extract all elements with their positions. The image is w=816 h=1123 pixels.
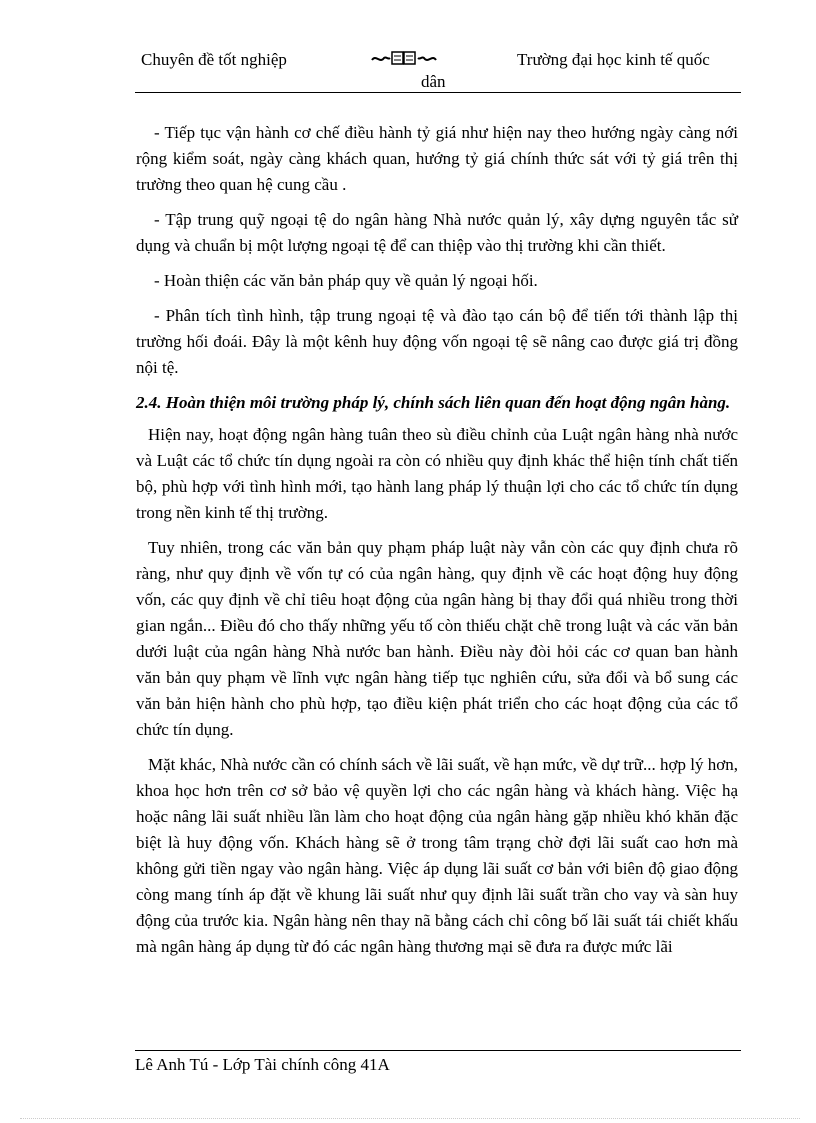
page-footer <box>135 1050 741 1075</box>
page-bottom-divider <box>20 1118 800 1119</box>
header-left-title: Chuyên đề tốt nghiệp <box>141 50 287 69</box>
bullet-paragraph: - Tiếp tục vận hành cơ chế điều hành tỷ giá như hiện nay theo hướng ngày càng nới rộng kiểm soát, ngày càng khách quan, hướng tỷ giá chính thức sát với tỷ giá trên thị trường theo quan hệ cung cầu . <box>136 123 738 194</box>
footer-author: Lê Anh Tú - Lớp Tài chính công 41A <box>135 1055 390 1074</box>
section-heading: 2.4. Hoàn thiện môi trường pháp lý, chính sách liên quan đến hoạt động ngân hàng. <box>136 393 731 412</box>
book-ornament-icon <box>370 48 440 68</box>
bullet-paragraph: - Hoàn thiện các văn bản pháp quy về quản lý ngoại hối. <box>154 271 538 290</box>
header-right-continuation: dân <box>421 72 446 91</box>
document-body <box>136 120 738 969</box>
page-header <box>135 46 741 93</box>
bullet-paragraph: - Tập trung quỹ ngoại tệ do ngân hàng Nhà nước quản lý, xây dựng nguyên tắc sử dụng và chuẩn bị một lượng ngoại tệ để can thiệp vào thị trường khi cần thiết. <box>136 210 738 255</box>
header-right-title: Trường đại học kinh tế quốc <box>517 50 710 69</box>
body-paragraph: Tuy nhiên, trong các văn bản quy phạm pháp luật này vẫn còn các quy định chưa rõ ràng, như quy định về vốn tự có của ngân hàng, quy định về các hoạt động huy động vốn, các quy định về chỉ tiêu hoạt động của ngân hàng bị thay đổi quá nhiều trong thời gian ngắn... Điều đó cho thấy những yếu tố còn thiếu chặt chẽ trong luật và các văn bản dưới luật của ngân hàng Nhà nước ban hành. Điều này đòi hỏi các cơ quan ban hành văn bản quy phạm về lĩnh vực ngân hàng tiếp tục nghiên cứu, sửa đổi và bổ sung các văn bản hiện hành cho phù hợp, tạo điều kiện phát triển cho các hoạt động của các tổ chức tín dụng. <box>136 538 738 739</box>
body-paragraph: Hiện nay, hoạt động ngân hàng tuân theo sù điều chỉnh của Luật ngân hàng nhà nước và Luật các tổ chức tín dụng ngoài ra còn có nhiều quy định khác thể hiện tính chất tiến bộ, phù hợp với tình hình mới, tạo hành lang pháp lý thuận lợi cho các tổ chức tín dụng trong nền kinh tế thị trường. <box>136 425 738 522</box>
body-paragraph: Mặt khác, Nhà nước cần có chính sách về lãi suất, về hạn mức, về dự trữ... hợp lý hơn, khoa học hơn trên cơ sở bảo vệ quyền lợi cho các ngân hàng và khách hàng. Việc hạ hoặc nâng lãi suất nhiều lần làm cho hoạt động của ngân hàng gặp nhiều khó khăn đặc biệt là huy động vốn. Khách hàng sẽ ở trong tâm trạng chờ đợi lãi suất cao hơn mà không gửi tiền ngay vào ngân hàng. Việc áp dụng lãi suất cơ bản với biên độ giao động còng mang tính áp đặt về khung lãi suất như quy định lãi suất trần cho vay và sàn huy động của trước kia. Ngân hàng nên thay nã bằng cách chỉ công bố lãi suất tái chiết khấu mà ngân hàng áp dụng từ đó các ngân hàng thương mại sẽ đưa ra được mức lãi <box>136 755 738 956</box>
bullet-paragraph: - Phân tích tình hình, tập trung ngoại tệ và đào tạo cán bộ để tiến tới thành lập thị trường hối đoái. Đây là một kênh huy động vốn ngoại tệ sẽ nâng cao được giá trị đồng nội tệ. <box>136 306 738 377</box>
